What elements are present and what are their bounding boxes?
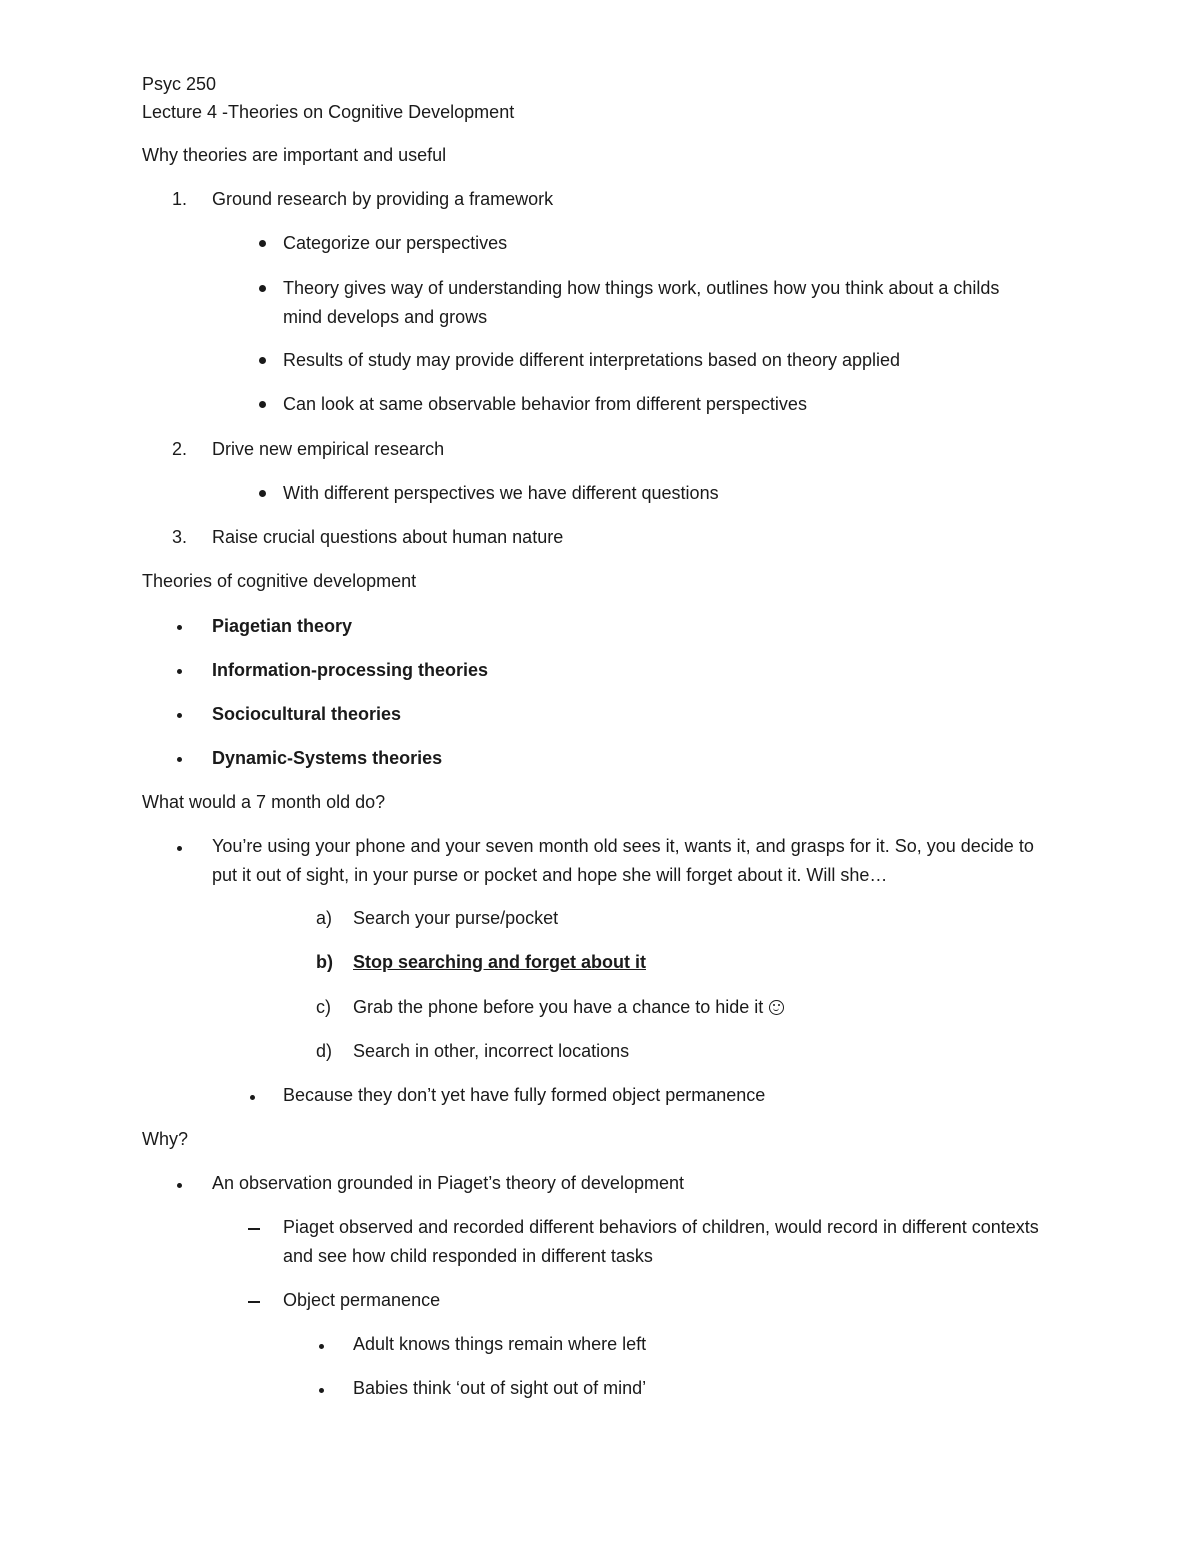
bullet-icon (250, 1095, 255, 1100)
list-item: With different perspectives we have different questions (283, 483, 719, 503)
list-number: 3. (172, 527, 188, 547)
bullet-icon (177, 757, 182, 762)
smiley-icon (769, 1000, 784, 1015)
list-item: Results of study may provide different interpretations based on theory applied (283, 350, 901, 370)
list-item: Ground research by providing a framework (212, 189, 554, 209)
option-letter: a) (316, 908, 333, 928)
dash-icon (248, 1228, 260, 1230)
option-letter: c) (316, 997, 331, 1017)
list-item: Piagetian theory (212, 616, 353, 636)
list-item: Sociocultural theories (212, 704, 402, 724)
bullet-icon (259, 401, 266, 408)
option-letter: d) (316, 1041, 333, 1061)
course-code: Psyc 250 (142, 74, 217, 94)
list-item: Information-processing theories (212, 660, 489, 680)
bullet-icon (259, 240, 266, 247)
bullet-icon (259, 490, 266, 497)
dash-icon (248, 1301, 260, 1303)
list-item: Adult knows things remain where left (353, 1334, 647, 1354)
list-item: Categorize our perspectives (283, 233, 508, 253)
bullet-icon (177, 669, 182, 674)
list-item: Piaget observed and recorded different behaviors of children, would record in different contexts and see how child responded in different tasks (283, 1217, 1039, 1266)
list-number: 2. (172, 439, 188, 459)
list-item: Raise crucial questions about human nature (212, 527, 564, 547)
section-heading-why-theories: Why theories are important and useful (142, 145, 447, 165)
bullet-icon (177, 625, 182, 630)
list-item: Babies think ‘out of sight out of mind’ (353, 1378, 647, 1398)
option-text: Grab the phone before you have a chance to hide it (353, 997, 764, 1017)
bullet-icon (259, 285, 266, 292)
option-line (353, 993, 784, 1022)
option-text-answer: Stop searching and forget about it (353, 952, 647, 972)
scenario-text: You’re using your phone and your seven month old sees it, wants it, and grasps for it. So, you decide to put it out of sight, in your purse or pocket and hope she will forget about it. Will she… (212, 836, 1034, 885)
bullet-icon (319, 1388, 324, 1393)
list-item: Object permanence (283, 1290, 441, 1310)
list-item: Theory gives way of understanding how things work, outlines how you think about a childs mind develops and grows (283, 278, 1000, 327)
list-item: Dynamic-Systems theories (212, 748, 443, 768)
list-item: Drive new empirical research (212, 439, 445, 459)
list-item: An observation grounded in Piaget’s theory of development (212, 1173, 684, 1193)
section-heading-theories: Theories of cognitive development (142, 571, 417, 591)
explanation-text: Because they don’t yet have fully formed object permanence (283, 1085, 766, 1105)
lecture-title: Lecture 4 -Theories on Cognitive Development (142, 102, 515, 122)
option-text: Search in other, incorrect locations (353, 1041, 630, 1061)
list-number: 1. (172, 189, 188, 209)
bullet-icon (319, 1344, 324, 1349)
option-text: Search your purse/pocket (353, 908, 559, 928)
option-letter: b) (316, 952, 333, 972)
bullet-icon (259, 357, 266, 364)
list-item: Can look at same observable behavior from different perspectives (283, 394, 807, 414)
section-heading-seven-month: What would a 7 month old do? (142, 792, 386, 812)
section-heading-why: Why? (142, 1129, 189, 1149)
bullet-icon (177, 1183, 182, 1188)
bullet-icon (177, 846, 182, 851)
bullet-icon (177, 713, 182, 718)
